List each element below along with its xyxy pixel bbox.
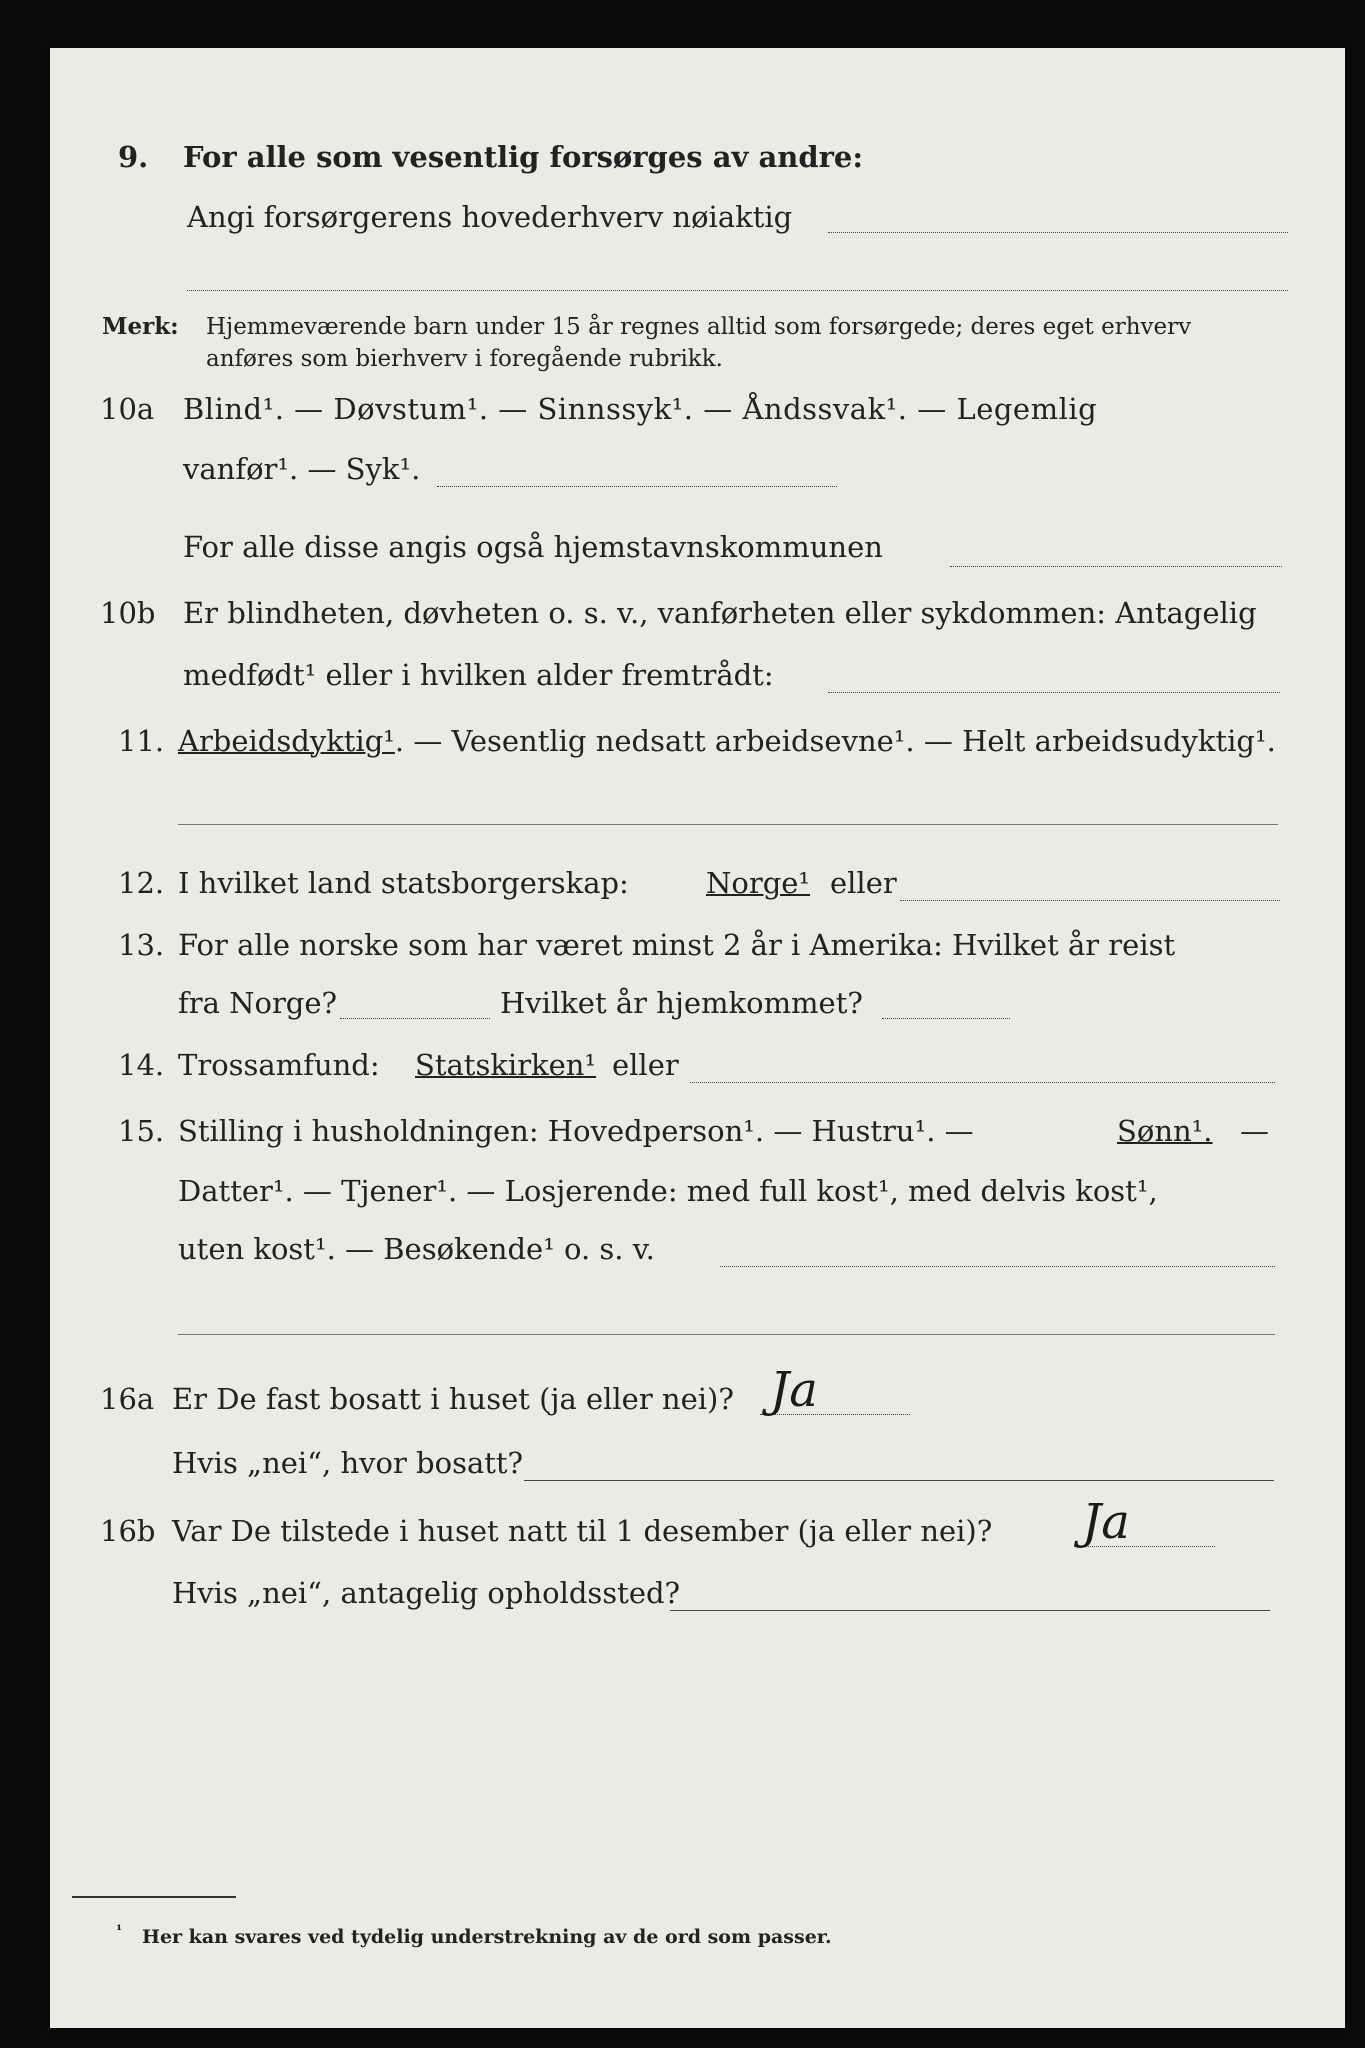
q16a-line2: Hvis „nei“, hvor bosatt? <box>172 1446 524 1480</box>
q16b-whereabouts-field[interactable] <box>670 1610 1270 1611</box>
q14-number: 14. <box>118 1048 165 1082</box>
q10a-line3: For alle disse angis også hjemstavnskommunen <box>183 530 883 564</box>
q11-line <box>178 718 1276 764</box>
q16a-residence-field[interactable] <box>524 1480 1274 1481</box>
q10b-number: 10b <box>100 596 156 630</box>
q16a-number: 16a <box>100 1382 155 1416</box>
q16b-row-2 <box>50 1570 1345 1616</box>
q10a-row-2 <box>50 446 1345 492</box>
q10a-row-1 <box>50 386 1345 432</box>
q14-suffix: eller <box>612 1048 679 1082</box>
q10a-line2: vanfør¹. — Syk¹. <box>183 452 421 486</box>
q9-number: 9. <box>118 140 149 174</box>
q15-line1c: — <box>1240 1114 1269 1148</box>
q13-line2a: fra Norge? <box>178 986 338 1020</box>
footnote-row <box>50 1914 1345 1960</box>
q16b-line2: Hvis „nei“, antagelig opholdssted? <box>172 1576 681 1610</box>
q10a-answer-field[interactable] <box>437 486 837 487</box>
q15-number: 15. <box>118 1114 165 1148</box>
q15-row-3 <box>50 1226 1345 1272</box>
merk-row-2 <box>50 336 1345 382</box>
q16a-handwritten-answer: Ja <box>770 1362 818 1418</box>
q13-line1: For alle norske som har været minst 2 år i Amerika: Hvilket år reist <box>178 928 1176 962</box>
q11-marked-option: Arbeidsdyktig¹ <box>178 724 395 758</box>
q15-answer-field[interactable] <box>720 1266 1275 1267</box>
q13-return-year-field[interactable] <box>882 1018 1010 1019</box>
q13-row-1 <box>50 922 1345 968</box>
q12-prefix: I hvilket land statsborgerskap: <box>178 866 629 900</box>
q9-line1-row <box>50 194 1345 240</box>
q9-answer-field-2[interactable] <box>187 290 1288 291</box>
q16b-row-1 <box>50 1494 1345 1554</box>
q15-line3: uten kost¹. — Besøkende¹ o. s. v. <box>178 1232 655 1266</box>
q13-departure-year-field[interactable] <box>340 1018 490 1019</box>
q11-number: 11. <box>118 724 165 758</box>
merk-line2: anføres som bierhverv i foregående rubrikk. <box>206 346 723 372</box>
q14-prefix: Trossamfund: <box>178 1048 380 1082</box>
q15-row-1 <box>50 1108 1345 1154</box>
q11-rest: . — Vesentlig nedsatt arbeidsevne¹. — Helt arbeidsudyktig¹. <box>394 724 1276 758</box>
footnote-rule <box>72 1896 236 1898</box>
q15-line2: Datter¹. — Tjener¹. — Losjerende: med full kost¹, med delvis kost¹, <box>178 1174 1158 1208</box>
merk-line1: Hjemmeværende barn under 15 år regnes alltid som forsørgede; deres eget erhverv <box>206 314 1192 340</box>
census-form-page <box>50 48 1345 2028</box>
q9-line1: Angi forsørgerens hovederhverv nøiaktig <box>187 200 793 234</box>
footnote-mark: ¹ <box>116 1923 123 1939</box>
q12-answer-field[interactable] <box>900 900 1280 901</box>
q10a-row-3 <box>50 524 1345 570</box>
merk-label: Merk: <box>102 313 179 340</box>
q12-row <box>50 860 1345 906</box>
q9-title-row <box>50 134 1345 180</box>
q10a-number: 10a <box>100 392 155 426</box>
q14-marked-option: Statskirken¹ <box>415 1048 597 1082</box>
q10a-line1: Blind¹. — Døvstum¹. — Sinnssyk¹. — Åndssvak¹. — Legemlig <box>183 392 1098 426</box>
q13-row-2 <box>50 980 1345 1026</box>
q14-row <box>50 1042 1345 1088</box>
q13-line2b: Hvilket år hjemkommet? <box>500 986 863 1020</box>
q16a-row-1 <box>50 1362 1345 1422</box>
q15-marked-option: Sønn¹. <box>1117 1114 1213 1148</box>
q9-answer-field[interactable] <box>828 232 1288 233</box>
q16a-line1: Er De fast bosatt i huset (ja eller nei)? <box>172 1382 734 1416</box>
q16b-handwritten-answer: Ja <box>1082 1494 1130 1550</box>
q11-row <box>50 718 1345 764</box>
q13-number: 13. <box>118 928 165 962</box>
q15-answer-field-2[interactable] <box>178 1334 1275 1335</box>
q16b-number: 16b <box>100 1514 156 1548</box>
q10b-answer-field[interactable] <box>828 692 1280 693</box>
q10b-line1: Er blindheten, døvheten o. s. v., vanførheten eller sykdommen: Antagelig <box>183 596 1257 630</box>
q10b-row-1 <box>50 590 1345 636</box>
q12-number: 12. <box>118 866 165 900</box>
q10b-row-2 <box>50 652 1345 698</box>
q15-line1a: Stilling i husholdningen: Hovedperson¹. — Hustru¹. — <box>178 1114 974 1148</box>
q15-row-2 <box>50 1168 1345 1214</box>
q16b-line1: Var De tilstede i huset natt til 1 desember (ja eller nei)? <box>172 1514 993 1548</box>
q14-answer-field[interactable] <box>690 1082 1275 1083</box>
q12-suffix: eller <box>830 866 897 900</box>
q11-answer-field[interactable] <box>178 824 1278 825</box>
q10a-hometown-field[interactable] <box>950 566 1282 567</box>
q10b-line2: medfødt¹ eller i hvilken alder fremtrådt: <box>183 658 774 692</box>
q12-marked-option: Norge¹ <box>706 866 811 900</box>
q16a-row-2 <box>50 1440 1345 1486</box>
q9-title: For alle som vesentlig forsørges av andre: <box>183 140 864 174</box>
footnote-text: Her kan svares ved tydelig understrekning av de ord som passer. <box>142 1926 832 1948</box>
